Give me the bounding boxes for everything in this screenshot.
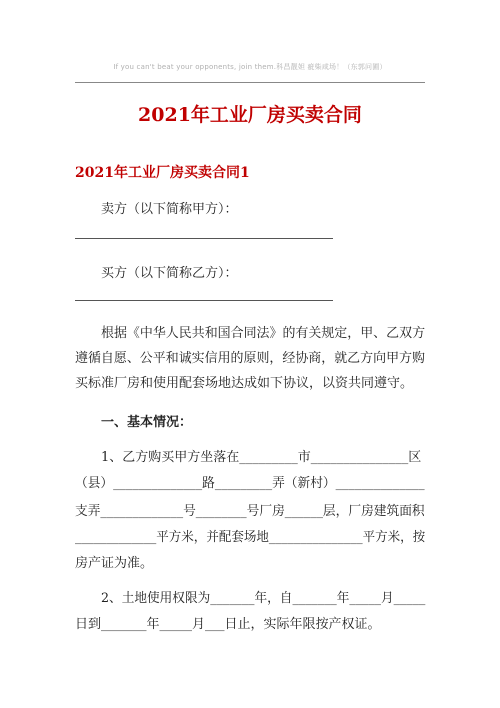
- preamble-line-1: 根据《中华人民共和国合同法》的有关规定，甲、乙双方: [101, 326, 426, 341]
- clause-1-line-3: 支弄_____________号________号厂房______层，厂房建筑面积: [75, 504, 425, 519]
- seller-signature-line: [75, 238, 333, 239]
- header-note: If you can't beat your opponents, join them.科昌靓妲 疵柴咸场！（东郭问圃）: [113, 63, 387, 71]
- preamble-line-2: 遵循自愿、公平和诚实信用的原则，经协商，就乙方向甲方购: [75, 351, 425, 366]
- document-title: 2021年工业厂房买卖合同: [138, 104, 362, 126]
- clause-2-line-1: 2、土地使用权限为_______年，自_______年_____月_____: [101, 591, 426, 606]
- section-title: 2021年工业厂房买卖合同1: [75, 165, 250, 181]
- seller-label: 卖方（以下简称甲方）：: [101, 202, 238, 217]
- heading-basic-info: 一、基本情况：: [101, 415, 193, 430]
- clause-1-line-5: 房产证为准。: [75, 556, 154, 571]
- clause-1-line-2: （县）______________路_________弄（新村）______________: [75, 476, 425, 491]
- buyer-signature-line: [75, 300, 333, 301]
- buyer-label: 买方（以下简称乙方）：: [101, 266, 238, 281]
- header-divider: [75, 82, 425, 83]
- clause-1-line-1: 1、乙方购买甲方坐落在_________市_______________区: [101, 450, 422, 465]
- clause-1-line-4: _____________平方米，并配套场地_______________平方米，按: [75, 530, 426, 545]
- preamble-line-3: 买标准厂房和使用配套场地达成如下协议，以资共同遵守。: [75, 376, 414, 391]
- clause-2-line-2: 日到_______年_____月___日止，实际年限按产权证。: [75, 617, 381, 632]
